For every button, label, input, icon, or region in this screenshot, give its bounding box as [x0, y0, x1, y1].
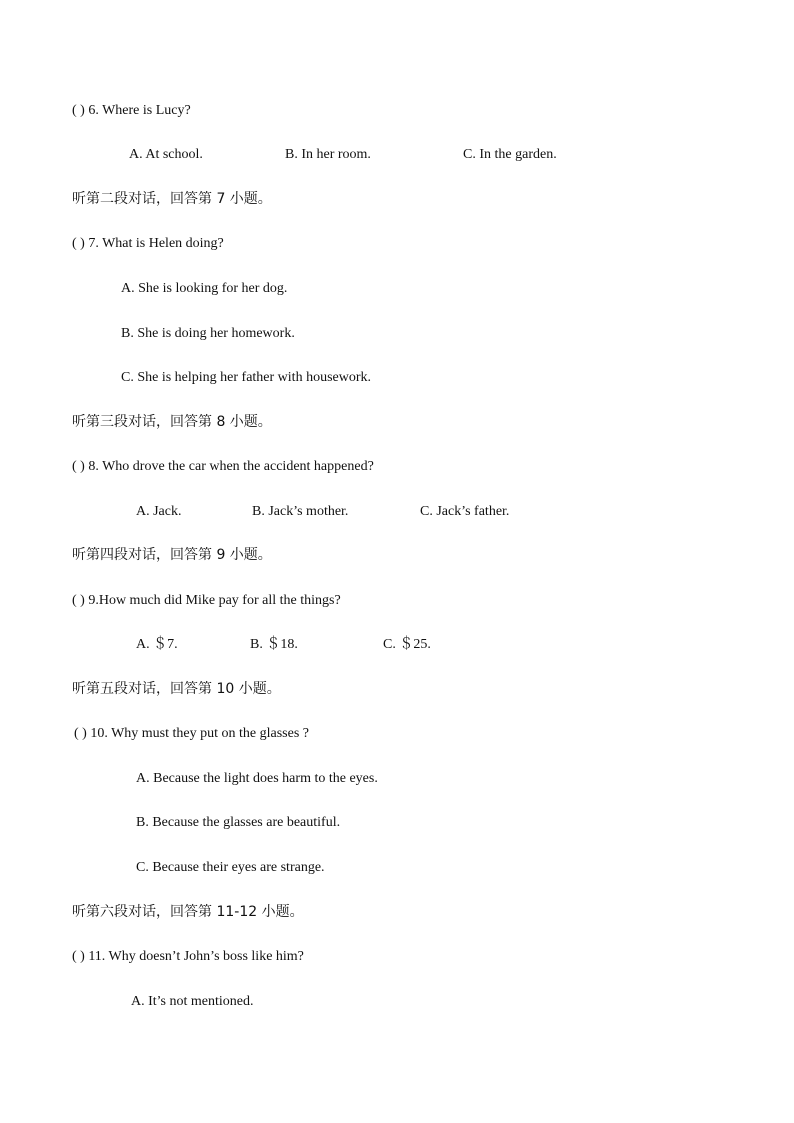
- section-heading-6: 听第六段对话，回答第 11-12 小题。: [72, 904, 304, 920]
- question-8: [72, 458, 374, 476]
- answer-blank: ( ): [72, 949, 85, 964]
- option-c: C. She is helping her father with housework.: [121, 370, 372, 385]
- question-11: [72, 948, 304, 966]
- section-heading-5: 听第五段对话，回答第 10 小题。: [72, 681, 281, 697]
- answer-blank: ( ): [74, 726, 87, 741]
- question-text: 7. What is Helen doing?: [88, 236, 224, 251]
- question-7: [72, 235, 224, 253]
- question-text: 11. Why doesn’t John’s boss like him?: [88, 949, 304, 964]
- option-b: B. In her room.: [285, 147, 371, 162]
- option-a: A. Because the light does harm to the eyes.: [136, 771, 378, 786]
- answer-blank: ( ): [72, 459, 85, 474]
- option-c: C. ＄25.: [383, 637, 431, 652]
- option-a: A. It’s not mentioned.: [131, 994, 254, 1009]
- section-heading-2: 听第二段对话，回答第 7 小题。: [72, 191, 272, 207]
- option-a: A. Jack.: [136, 504, 182, 519]
- question-text: 6. Where is Lucy?: [88, 103, 191, 118]
- section-heading-4: 听第四段对话，回答第 9 小题。: [72, 547, 272, 563]
- question-9: [72, 592, 341, 610]
- option-a: A. At school.: [129, 147, 203, 162]
- question-10: [74, 725, 309, 743]
- answer-blank: ( ): [72, 103, 85, 118]
- option-b: B. ＄18.: [250, 637, 298, 652]
- option-a: A. ＄7.: [136, 637, 178, 652]
- question-6: [72, 102, 191, 120]
- answer-blank: ( ): [72, 593, 85, 608]
- section-heading-3: 听第三段对话，回答第 8 小题。: [72, 414, 272, 430]
- question-text: 8. Who drove the car when the accident happened?: [88, 459, 374, 474]
- option-a: A. She is looking for her dog.: [121, 281, 288, 296]
- option-b: B. She is doing her homework.: [121, 326, 295, 341]
- option-c: C. Jack’s father.: [420, 504, 510, 519]
- option-b: B. Jack’s mother.: [252, 504, 349, 519]
- question-text: 10. Why must they put on the glasses ?: [90, 726, 309, 741]
- question-text: 9.How much did Mike pay for all the things?: [88, 593, 341, 608]
- answer-blank: ( ): [72, 236, 85, 251]
- option-c: C. In the garden.: [463, 147, 557, 162]
- option-b: B. Because the glasses are beautiful.: [136, 815, 341, 830]
- option-c: C. Because their eyes are strange.: [136, 860, 325, 875]
